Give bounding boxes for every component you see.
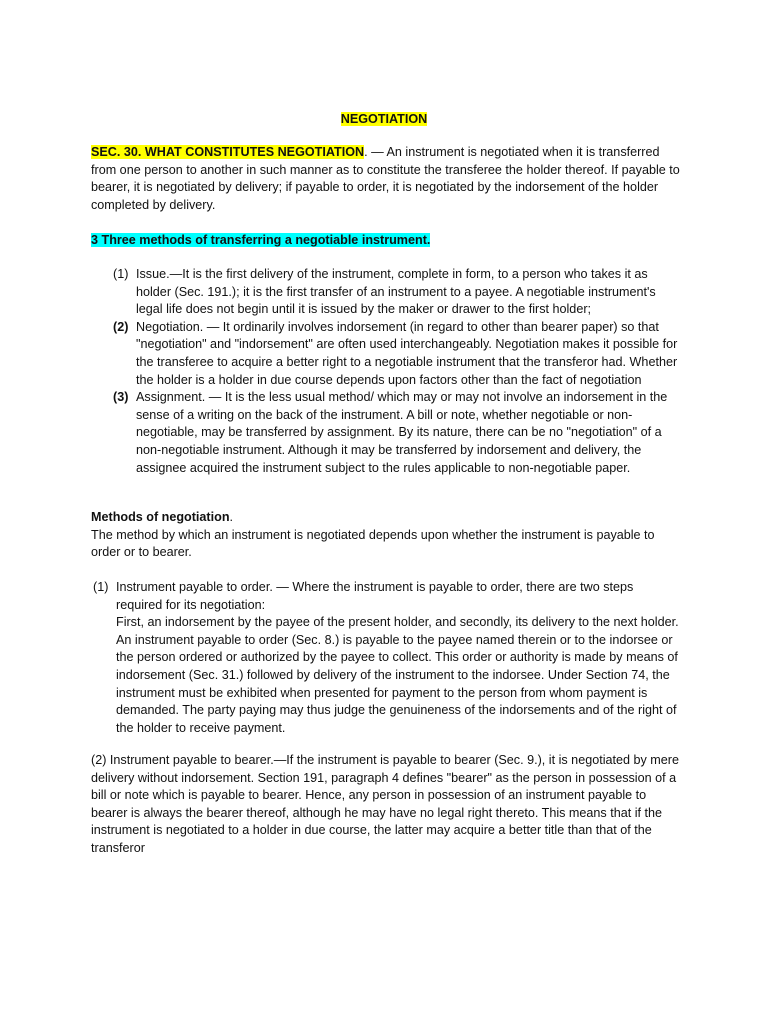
page-title [0,111,768,129]
list-item-number: (3) [113,390,129,405]
sec30-paragraph [91,144,681,214]
methods-list [113,266,681,477]
title-text: NEGOTIATION [340,112,428,126]
section-intro: The method by which an instrument is negotiated depends upon whether the instrument is payable to order or to bearer. [91,527,655,560]
order-body: First, an indorsement by the payee of the present holder, and secondly, its delivery to the next holder. An instrument payable to order (Sec. 8.) is payable to the payee named therein or to the indorsee or the person ordered or authorized by the payee to collect. This order or authority is made by means of indorsement (Sec. 31.) followed by delivery of the instrument to the indorsee. Under Section 74, the instrument must be exhibited when presented for payment to the person from whom payment is demanded. The party paying may thus judge the genuineness of the indorsements and of the right of the holder to receive payment. [116,615,679,735]
methods-of-negotiation-section [91,509,681,562]
list-item-number: (2) [113,319,129,334]
sec30-text: . — An instrument is negotiated when it is transferred from one person to another in such manner as to constitute the transferee the holder thereof. If payable to bearer, it is negotiated by delivery; if payable to order, it is negotiated by the indorsement of the holder completed by delivery. [91,145,680,212]
list-item-text: Negotiation. — It ordinarily involves indorsement (in regard to other than bearer paper) so that "negotiation" and "indorsement" are often used interchangeably. Negotiation makes it possible for the transferee to acquire a better right to a negotiable instrument that the transferor had. Whether the holder is a holder in due course depends upon factors other than the fact of negotiation [136,319,678,387]
methods-heading-text: 3 Three methods of transferring a negotiable instrument. [91,233,431,247]
list-item-text: Assignment. — It is the less usual method/ which may or may not involve an indorsement in the sense of a writing on the back of the instrument. A bill or note, whether negotiable or non-negotiable, may be transferred by assignment. By its nature, there can be no "negotiation" of a non-negotiable instrument. Although it may be transferred by indorsement and delivery, the assignee acquired the instrument subject to the rules applicable to non-negotiable paper. [136,390,668,475]
sec30-label: SEC. 30. WHAT CONSTITUTES NEGOTIATION [91,145,365,159]
list-item-text: Issue.—It is the first delivery of the instrument, complete in form, to a person who takes it as holder (Sec. 191.); it is the first transfer of an instrument to a payee. A negotiable instrument's legal life does not begin until it is issued by the maker or drawer to the first holder; [136,267,656,317]
list-item-number: (1) [93,580,109,594]
methods-heading [91,232,681,250]
order-item [93,579,681,737]
bearer-paragraph [91,752,681,858]
bearer-text: (2) Instrument payable to bearer.—If the instrument is payable to bearer (Sec. 9.), it is negotiated by mere delivery without indorsement. Section 191, paragraph 4 defines "bearer" as the person in possession of a bill or note which is payable to bearer. Hence, any person in possession of an instrument payable to bearer is always the bearer thereof, although he may have no legal right thereto. This means that if the instrument is negotiated to a holder in due course, the latter may acquire a better title than that of the transferor [91,753,680,855]
list-item [113,389,681,477]
list-item-number: (1) [113,267,129,281]
section-heading: Methods of negotiation. [91,510,234,524]
order-lead: Instrument payable to order. — Where the instrument is payable to order, there are two steps required for its negotiation: [116,580,634,612]
list-item [113,319,681,389]
list-item [113,266,681,319]
